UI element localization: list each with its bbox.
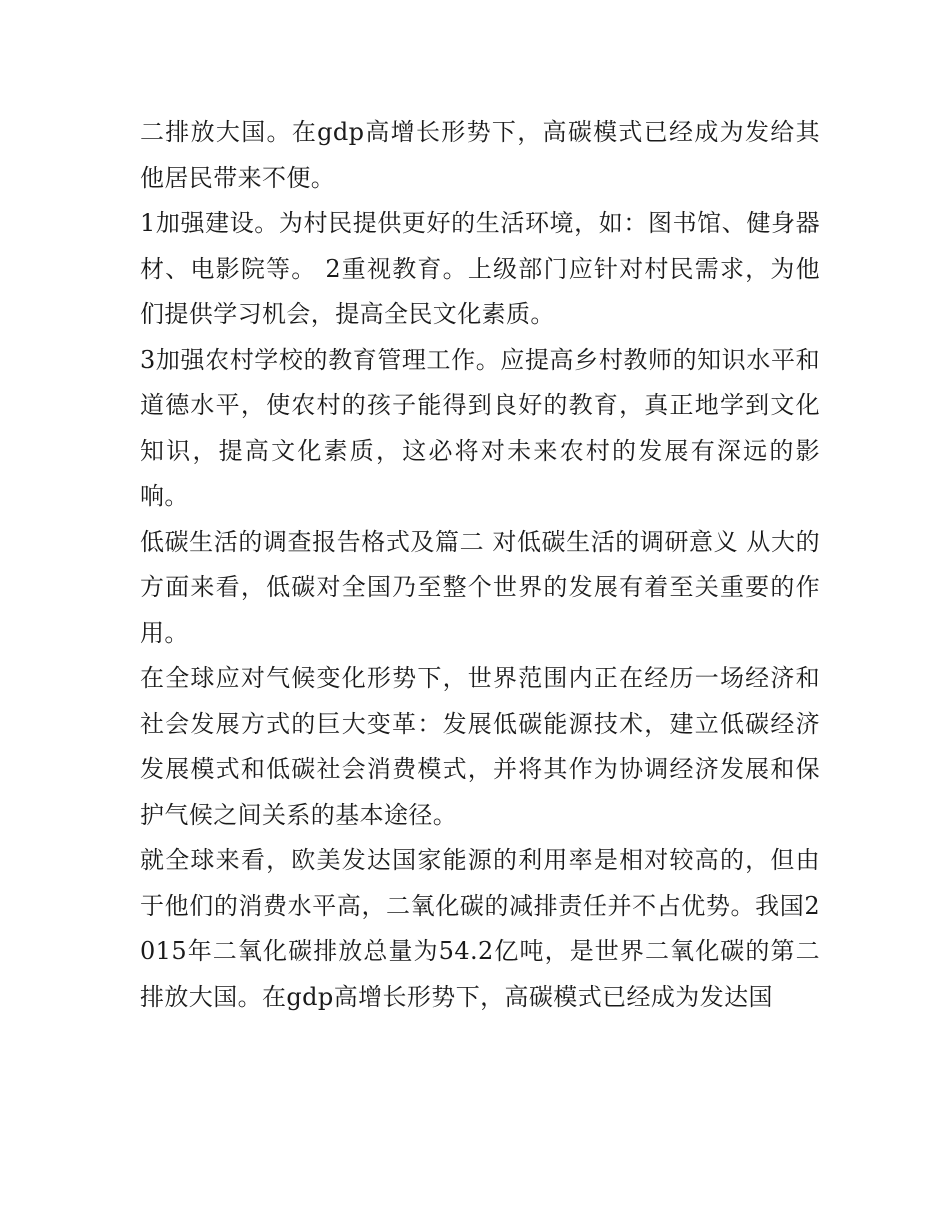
- paragraph-6: 就全球来看，欧美发达国家能源的利用率是相对较高的，但由于他们的消费水平高，二氧化碳的减排责任并不占优势。我国2015年二氧化碳排放总量为54.2亿吨，是世界二氧化碳的第二排放大国。在gdp高增长形势下，高碳模式已经成为发达国: [140, 846, 820, 1011]
- paragraph-1: 二排放大国。在gdp高增长形势下，高碳模式已经成为发给其他居民带来不便。: [140, 118, 820, 192]
- paragraph-2: 1加强建设。为村民提供更好的生活环境，如：图书馆、健身器材、电影院等。 2重视教育。上级部门应针对村民需求，为他们提供学习机会，提高全民文化素质。: [140, 209, 820, 328]
- paragraph-3: 3加强农村学校的教育管理工作。应提高乡村教师的知识水平和道德水平，使农村的孩子能得到良好的教育，真正地学到文化知识，提高文化素质，这必将对未来农村的发展有深远的影响。: [140, 345, 820, 510]
- paragraph-5: 在全球应对气候变化形势下，世界范围内正在经历一场经济和社会发展方式的巨大变革：发展低碳能源技术，建立低碳经济发展模式和低碳社会消费模式，并将其作为协调经济发展和保护气候之间关系的基本途径。: [140, 664, 820, 829]
- paragraph-4: 低碳生活的调查报告格式及篇二 对低碳生活的调研意义 从大的方面来看，低碳对全国乃至整个世界的发展有着至关重要的作用。: [140, 527, 820, 647]
- document-body: [140, 110, 820, 1020]
